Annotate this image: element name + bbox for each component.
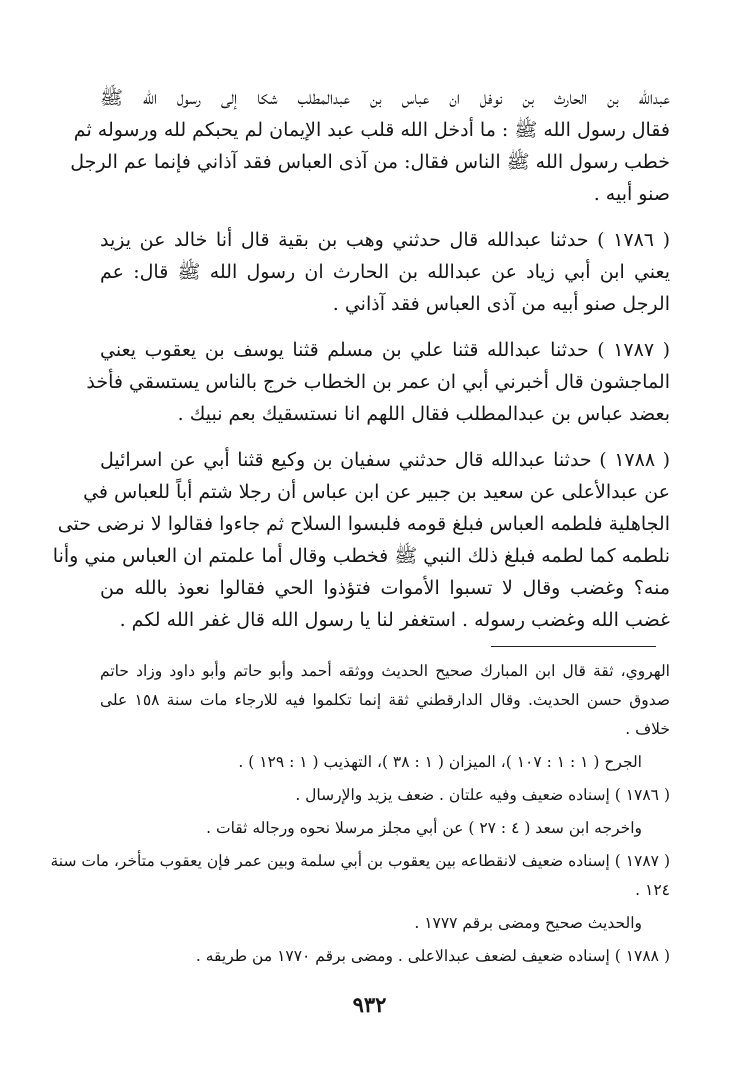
text-line: الماجشون قال أخبرني أبي ان عمر بن الخطاب خرج بالناس يستسقي فأخذ bbox=[86, 371, 670, 393]
footnote-narrator-note bbox=[100, 657, 670, 744]
text-line: فقال رسول الله ﷺ : ما أدخل الله قلب عبد الإيمان لم يحبكم لله ورسوله ثم bbox=[73, 119, 670, 141]
footnote-line: الهروي، ثقة قال ابن المبارك صحيح الحديث ووثقه أحمد وأبو حاتم وأبو داود وزاد حاتم bbox=[100, 662, 670, 680]
main-text bbox=[52, 82, 671, 636]
footnote-1788: ( ١٧٨٨ ) إسناده ضعيف لضعف عبدالاعلى . ومضى برقم ١٧٧٠ من طريقه . bbox=[195, 947, 670, 965]
hadith-1786 bbox=[100, 224, 670, 320]
footnotes bbox=[50, 646, 670, 971]
text-line: الرجل صنو أبيه من آذى العباس فقد آذاني . bbox=[332, 293, 670, 315]
text-line: ( ١٧٨٦ ) حدثنا عبدالله قال حدثني وهب بن بقية قال أنا خالد عن يزيد bbox=[100, 229, 670, 251]
text-line: غضب الله وغضب رسوله . استغفر لنا يا رسول الله قال غفر الله لكم . bbox=[119, 609, 670, 631]
footnote-line: ١٢٤ . bbox=[635, 881, 670, 899]
text-line: يعني ابن أبي زياد عن عبدالله بن الحارث ان رسول الله ﷺ قال: عم bbox=[100, 261, 670, 283]
text-line: خطب رسول الله ﷺ الناس فقال: من آذى العباس فقد آذاني فإنما عم الرجل bbox=[70, 151, 670, 173]
text-line: نلطمه كما لطمه فبلغ ذلك النبي ﷺ فخطب وقال أما علمتم ان العباس مني وأنا bbox=[52, 545, 670, 567]
footnote-1787 bbox=[50, 847, 670, 905]
text-line: بعضد عباس بن عبدالمطلب فقال اللهم انا نستسقيك بعم نبيك . bbox=[177, 403, 670, 425]
text-line: عبدالله بن الحارث بن نوفل ان عباس بن عبدالمطلب شكا إلى رسول الله ﷺ bbox=[100, 87, 670, 109]
footnote-1786: ( ١٧٨٦ ) إسناده ضعيف وفيه علتان . ضعف يزيد والإرسال . bbox=[295, 786, 670, 804]
text-line: الجاهلية فلطمه العباس فبلغ قومه فلبسوا السلاح ثم جاءوا فقالوا لا نرضى حتى bbox=[57, 513, 670, 535]
footnote-1786-extra: واخرجه ابن سعد ( ٤ : ٢٧ ) عن أبي مجلز مرسلا نحوه ورجاله ثقات . bbox=[206, 819, 642, 837]
paragraph-continuation bbox=[70, 82, 670, 210]
main-body bbox=[52, 82, 671, 636]
text-line: عن عبدالأعلى عن سعيد بن جبير عن ابن عباس أن رجلا شتم أباً للعباس في bbox=[83, 481, 670, 503]
footnote-line: ( ١٧٨٧ ) إسناده ضعيف لانقطاعه بين يعقوب بن أبي سلمة وبين عمر فإن يعقوب متأخر، مات سنة bbox=[50, 852, 670, 870]
footnote-line: صدوق حسن الحديث. وقال الدارقطني ثقة إنما تكلموا فيه للارجاء مات سنة ١٥٨ على bbox=[100, 691, 670, 709]
footnote-line: خلاف . bbox=[625, 720, 670, 738]
hadith-1788 bbox=[52, 444, 671, 636]
footnote-references: الجرح ( ١ : ١ : ١٠٧ )، الميزان ( ١ : ٣٨ )، التهذيب ( ١ : ١٢٩ ) . bbox=[238, 753, 642, 771]
text-line: منه؟ وغضب وقال لا تسبوا الأموات فتؤذوا الحي فقالوا نعوذ بالله من bbox=[100, 577, 670, 599]
text-line: صنو أبيه . bbox=[593, 183, 670, 205]
text-line: ( ١٧٨٨ ) حدثنا عبدالله قال حدثني سفيان بن وكيع قثنا أبي عن اسرائيل bbox=[100, 449, 671, 471]
footnote-divider bbox=[491, 646, 656, 647]
hadith-1787 bbox=[86, 334, 671, 430]
page-number: ٩٣٢ bbox=[352, 992, 387, 1017]
text-line: ( ١٧٨٧ ) حدثنا عبدالله قثنا علي بن مسلم قثنا يوسف بن يعقوب يعني bbox=[100, 339, 671, 361]
footnote-1787-extra: والحديث صحيح ومضى برقم ١٧٧٧ . bbox=[414, 914, 642, 932]
